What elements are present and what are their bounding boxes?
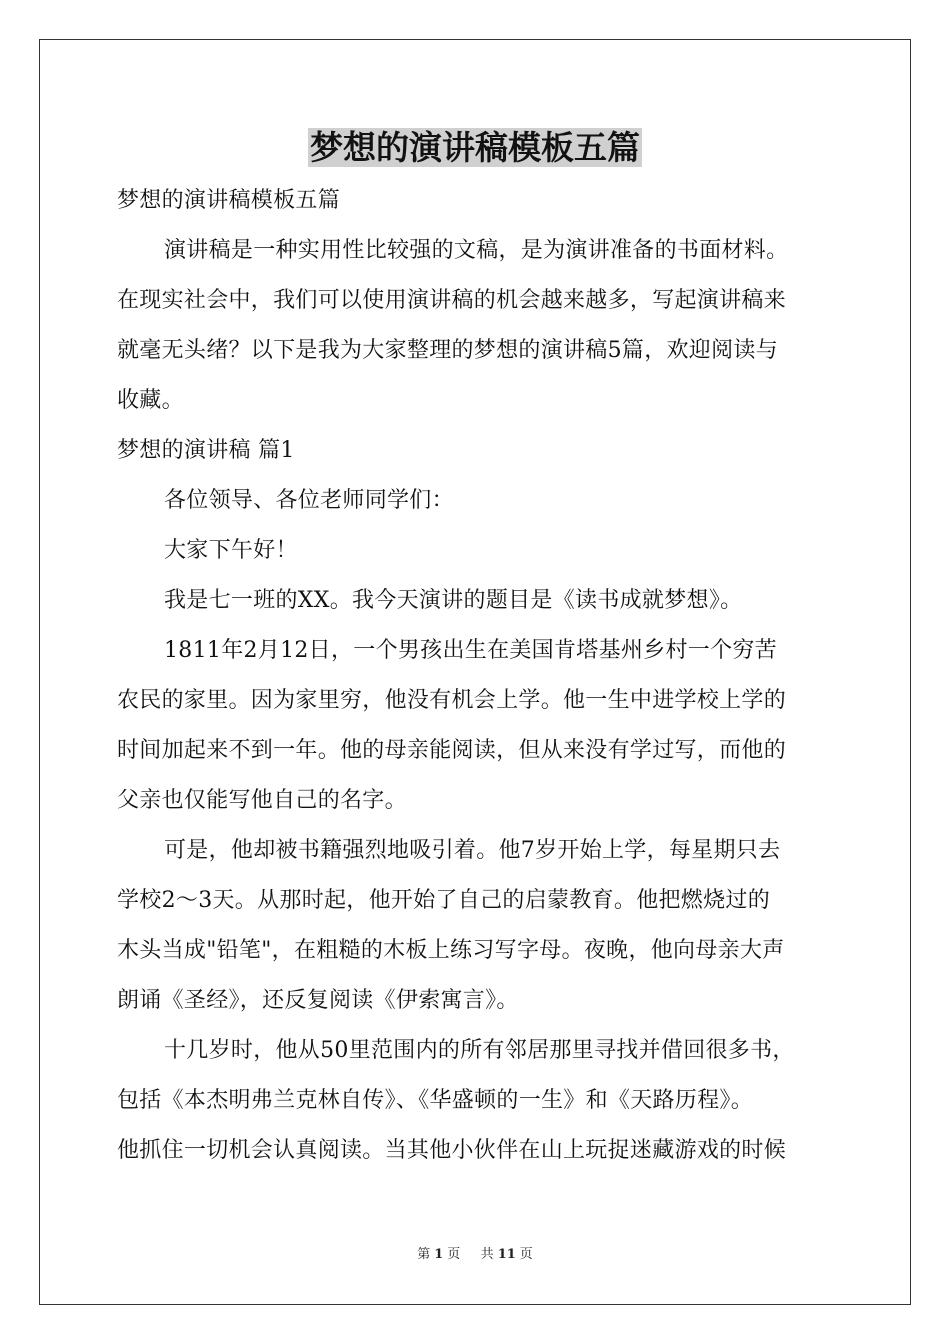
text-line: 演讲稿是一种实用性比较强的文稿，是为演讲准备的书面材料。	[164, 238, 789, 263]
text-line: 农民的家里。因为家里穷，他没有机会上学。他一生中进学校上学的	[117, 688, 787, 713]
text-line: 十几岁时，他从50里范围内的所有邻居那里寻找并借回很多书，	[164, 1038, 795, 1063]
text-line: 他抓住一切机会认真阅读。当其他小伙伴在山上玩捉迷藏游戏的时候	[117, 1138, 787, 1163]
text-line: 梦想的演讲稿 篇1	[117, 438, 295, 463]
page-prefix: 第	[417, 1247, 431, 1262]
total-pages: 11	[497, 1247, 516, 1262]
document-body	[117, 176, 837, 1176]
text-line: 各位领导、各位老师同学们：	[164, 488, 454, 513]
text-line: 可是，他却被书籍强烈地吸引着。他7岁开始上学，每星期只去	[164, 838, 781, 863]
text-line: 木头当成"铅笔"，在粗糙的木板上练习写字母。夜晚，他向母亲大声	[117, 938, 785, 963]
total-prefix: 共	[480, 1247, 494, 1262]
page-indicator	[415, 1247, 462, 1262]
text-line: 包括《本杰明弗兰克林自传》、《华盛顿的一生》和《天路历程》。	[117, 1088, 754, 1113]
page-suffix: 页	[447, 1247, 461, 1262]
page-number: 1	[434, 1247, 444, 1262]
text-line: 我是七一班的XX。我今天演讲的题目是《读书成就梦想》。	[164, 588, 743, 613]
text-line: 在现实社会中，我们可以使用演讲稿的机会越来越多，写起演讲稿来	[117, 288, 787, 313]
page-footer	[0, 1245, 950, 1265]
document-title-text: 梦想的演讲稿模板五篇	[310, 128, 640, 167]
text-line: 学校2～3天。从那时起，他开始了自己的启蒙教育。他把燃烧过的	[117, 888, 770, 913]
text-line: 梦想的演讲稿模板五篇	[117, 188, 341, 213]
text-line: 父亲也仅能写他自己的名字。	[117, 788, 407, 813]
total-pages-indicator	[479, 1247, 535, 1262]
text-line: 就毫无头绪？以下是我为大家整理的梦想的演讲稿5篇，欢迎阅读与	[117, 338, 778, 363]
text-line: 1811年2月12日，一个男孩出生在美国肯塔基州乡村一个穷苦	[164, 638, 777, 663]
text-line: 大家下午好！	[164, 538, 298, 563]
document-title	[0, 123, 950, 173]
text-line: 收藏。	[117, 388, 184, 413]
text-line: 时间加起来不到一年。他的母亲能阅读，但从来没有学过写，而他的	[117, 738, 787, 763]
total-suffix: 页	[519, 1247, 533, 1262]
text-line: 朗诵《圣经》，还反复阅读《伊索寓言》。	[117, 988, 519, 1013]
